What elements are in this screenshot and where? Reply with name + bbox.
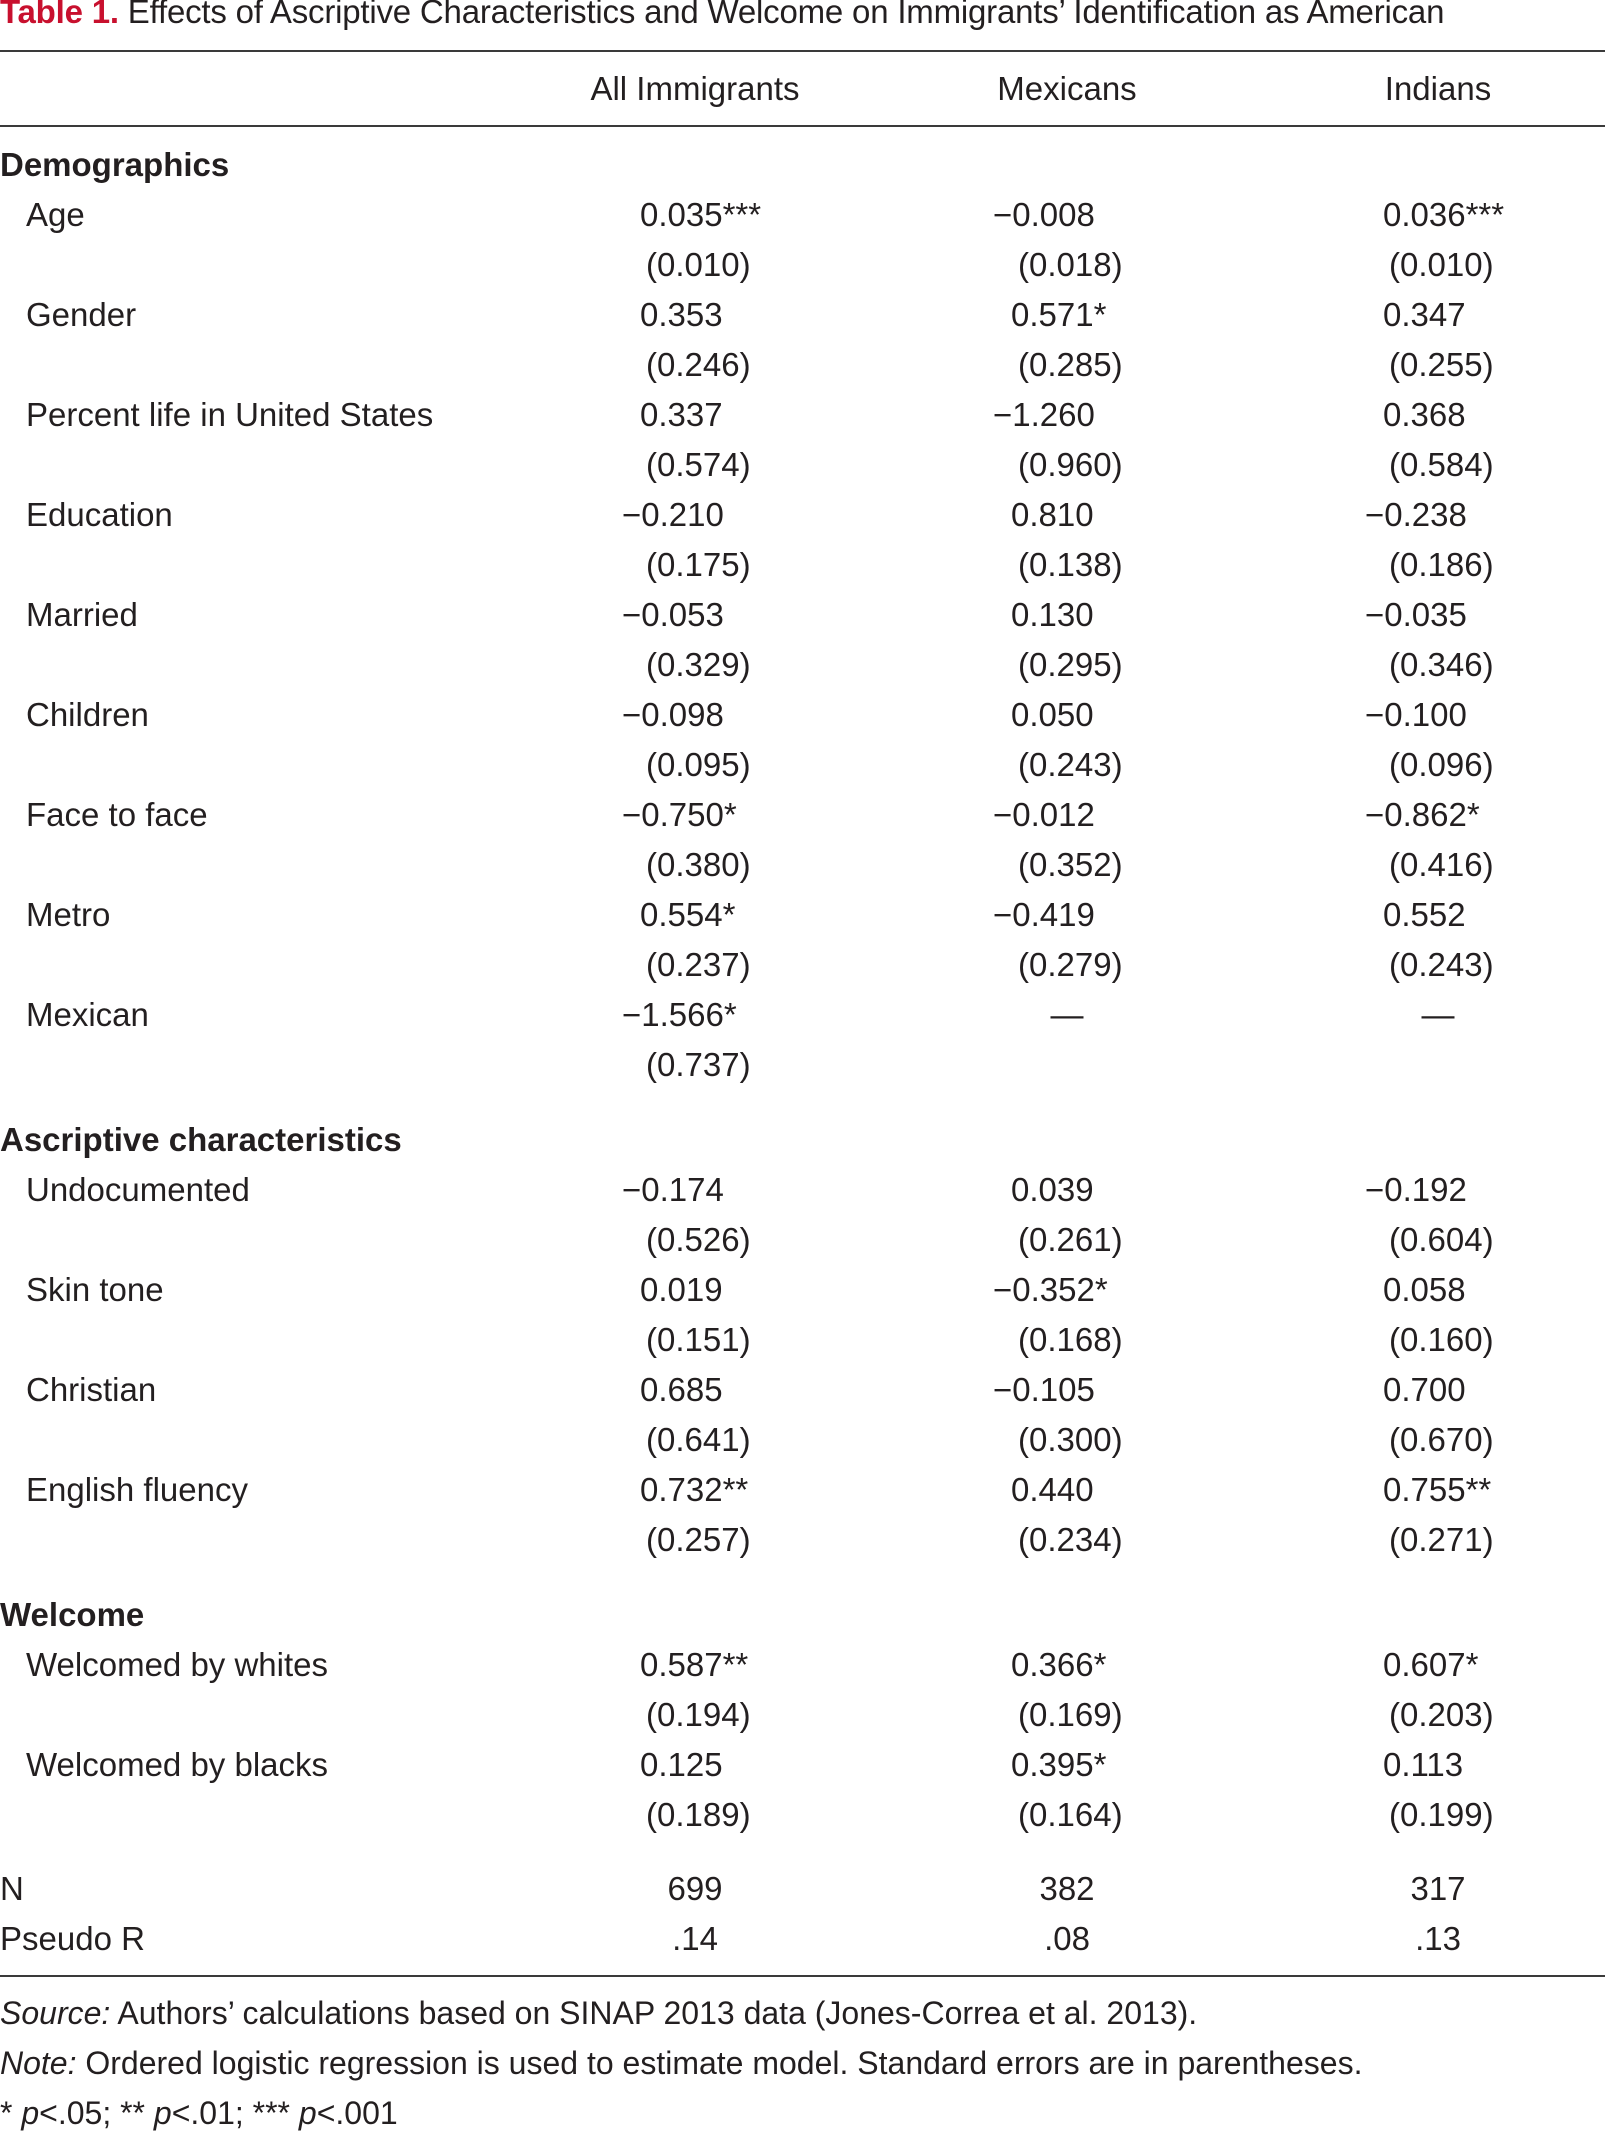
standard-error-cell: (0.295) [1018, 646, 1123, 683]
coefficient-cell: 0.130 [1011, 596, 1094, 633]
variable-label: English fluency [26, 1471, 248, 1508]
coefficient-cell: 0.125 [640, 1746, 723, 1783]
standard-error-cell: (0.352) [1018, 846, 1123, 883]
variable-label: Children [26, 696, 149, 733]
coefficient-cell: −0.352* [993, 1271, 1108, 1308]
variable-label: Married [26, 596, 138, 633]
coefficient-cell: 0.035*** [640, 196, 762, 233]
coefficient-cell: 0.554* [640, 896, 736, 933]
header-rule [0, 125, 1605, 127]
variable-label: Gender [26, 296, 137, 333]
coefficient-cell: 0.113 [1383, 1746, 1464, 1783]
coefficient-cell: −0.210 [622, 496, 724, 533]
sig-part: <.01; *** [171, 2095, 299, 2131]
coefficient-cell: 0.368 [1383, 396, 1466, 433]
standard-error-cell: (0.010) [1389, 246, 1494, 283]
coefficient-cell: −0.012 [993, 796, 1095, 833]
coefficient-cell: 0.685 [640, 1371, 723, 1408]
column-header: Mexicans [997, 70, 1137, 107]
variable-label: Metro [26, 896, 111, 933]
standard-error-cell: (0.186) [1389, 546, 1494, 583]
standard-error-cell: (0.095) [646, 746, 751, 783]
coefficient-cell: −0.100 [1365, 696, 1467, 733]
bottom-rule [0, 1975, 1605, 1977]
standard-error-cell: (0.574) [646, 446, 751, 483]
source-note [0, 1988, 1197, 2038]
coefficient-cell: −0.862* [1365, 796, 1480, 833]
standard-error-cell: (0.138) [1018, 546, 1123, 583]
standard-error-cell: (0.604) [1389, 1221, 1494, 1258]
coefficient-cell: 0.019 [640, 1271, 723, 1308]
standard-error-cell: (0.160) [1389, 1321, 1494, 1358]
coefficient-cell: 0.347 [1383, 296, 1466, 333]
summary-label: Pseudo R [0, 1920, 145, 1957]
coefficient-cell: −0.098 [622, 696, 724, 733]
table-caption: Effects of Ascriptive Characteristics and Welcome on Immigrants’ Identification as American [118, 0, 1445, 30]
significance-note [0, 2088, 398, 2138]
standard-error-cell: (0.737) [646, 1046, 751, 1083]
summary-label: N [0, 1870, 24, 1907]
variable-label: Skin tone [26, 1271, 164, 1308]
coefficient-cell: −0.035 [1365, 596, 1467, 633]
coefficient-cell: 0.050 [1011, 696, 1094, 733]
standard-error-cell: (0.279) [1018, 946, 1123, 983]
variable-label: Welcomed by whites [26, 1646, 329, 1683]
standard-error-cell: (0.255) [1389, 346, 1494, 383]
standard-error-cell: (0.243) [1389, 946, 1494, 983]
standard-error-cell: (0.329) [646, 646, 751, 683]
standard-error-cell: (0.234) [1018, 1521, 1123, 1558]
sig-part: * [0, 2095, 22, 2131]
coefficient-cell: — [1050, 996, 1084, 1033]
variable-label: Percent life in United States [26, 396, 434, 433]
coefficient-cell: 0.366* [1011, 1646, 1107, 1683]
coefficient-cell: −1.566* [622, 996, 737, 1033]
standard-error-cell: (0.189) [646, 1796, 751, 1833]
method-note [0, 2038, 1362, 2088]
coefficient-cell: −0.053 [622, 596, 724, 633]
column-header: Indians [1384, 70, 1492, 107]
coefficient-cell: 0.810 [1011, 496, 1094, 533]
standard-error-cell: (0.096) [1389, 746, 1494, 783]
summary-value: .08 [1044, 1920, 1090, 1957]
source-text: Authors’ calculations based on SINAP 2013 data (Jones-Correa et al. 2013). [110, 1995, 1198, 2031]
standard-error-cell: (0.010) [646, 246, 751, 283]
sig-part: <.001 [316, 2095, 398, 2131]
variable-label: Face to face [26, 796, 208, 833]
coefficient-cell: 0.755** [1383, 1471, 1492, 1508]
summary-value: .14 [672, 1920, 718, 1957]
standard-error-cell: (0.641) [646, 1421, 751, 1458]
section-heading: Ascriptive characteristics [0, 1121, 402, 1158]
coefficient-cell: −0.419 [993, 896, 1095, 933]
summary-value: .13 [1415, 1920, 1461, 1957]
coefficient-cell: 0.440 [1011, 1471, 1094, 1508]
coefficient-cell: 0.353 [640, 296, 723, 333]
standard-error-cell: (0.257) [646, 1521, 751, 1558]
standard-error-cell: (0.243) [1018, 746, 1123, 783]
coefficient-cell: 0.395* [1011, 1746, 1107, 1783]
coefficient-cell: −0.174 [622, 1171, 724, 1208]
standard-error-cell: (0.960) [1018, 446, 1123, 483]
coefficient-cell: −1.260 [993, 396, 1095, 433]
table-number: Table 1. [0, 0, 119, 30]
variable-label: Christian [26, 1371, 157, 1408]
standard-error-cell: (0.203) [1389, 1696, 1494, 1733]
variable-label: Undocumented [26, 1171, 250, 1208]
coefficient-cell: 0.058 [1383, 1271, 1466, 1308]
variable-label: Education [26, 496, 173, 533]
sig-part: <.05; ** [39, 2095, 154, 2131]
coefficient-cell: 0.607* [1383, 1646, 1479, 1683]
standard-error-cell: (0.380) [646, 846, 751, 883]
column-header: All Immigrants [590, 70, 800, 107]
section-heading: Demographics [0, 146, 230, 183]
standard-error-cell: (0.151) [646, 1321, 751, 1358]
variable-label: Welcomed by blacks [26, 1746, 329, 1783]
sig-part: p [298, 2095, 317, 2131]
standard-error-cell: (0.169) [1018, 1696, 1123, 1733]
standard-error-cell: (0.199) [1389, 1796, 1494, 1833]
standard-error-cell: (0.168) [1018, 1321, 1123, 1358]
standard-error-cell: (0.346) [1389, 646, 1494, 683]
summary-value: 317 [1410, 1870, 1466, 1907]
standard-error-cell: (0.175) [646, 546, 751, 583]
coefficient-cell: 0.700 [1383, 1371, 1466, 1408]
coefficient-cell: −0.238 [1365, 496, 1467, 533]
standard-error-cell: (0.300) [1018, 1421, 1123, 1458]
standard-error-cell: (0.164) [1018, 1796, 1123, 1833]
variable-label: Age [26, 196, 85, 233]
source-label: Source: [0, 1995, 111, 2031]
coefficient-cell: −0.750* [622, 796, 737, 833]
note-text: Ordered logistic regression is used to estimate model. Standard errors are in parentheses. [76, 2045, 1363, 2081]
coefficient-cell: 0.337 [640, 396, 723, 433]
sig-part: p [153, 2095, 172, 2131]
top-rule [0, 50, 1605, 52]
section-heading: Welcome [0, 1596, 145, 1633]
standard-error-cell: (0.261) [1018, 1221, 1123, 1258]
coefficient-cell: 0.571* [1011, 296, 1107, 333]
standard-error-cell: (0.018) [1018, 246, 1123, 283]
standard-error-cell: (0.526) [646, 1221, 751, 1258]
standard-error-cell: (0.246) [646, 346, 751, 383]
standard-error-cell: (0.584) [1389, 446, 1494, 483]
coefficient-cell: — [1421, 996, 1455, 1033]
standard-error-cell: (0.416) [1389, 846, 1494, 883]
standard-error-cell: (0.670) [1389, 1421, 1494, 1458]
note-label: Note: [0, 2045, 77, 2081]
sig-part: p [21, 2095, 40, 2131]
table-title [0, 0, 1444, 36]
variable-label: Mexican [26, 996, 149, 1033]
coefficient-cell: −0.105 [993, 1371, 1095, 1408]
standard-error-cell: (0.194) [646, 1696, 751, 1733]
coefficient-cell: 0.039 [1011, 1171, 1094, 1208]
standard-error-cell: (0.285) [1018, 346, 1123, 383]
summary-value: 699 [667, 1870, 723, 1907]
summary-value: 382 [1039, 1870, 1095, 1907]
coefficient-cell: 0.732** [640, 1471, 749, 1508]
coefficient-cell: 0.552 [1383, 896, 1466, 933]
standard-error-cell: (0.237) [646, 946, 751, 983]
standard-error-cell: (0.271) [1389, 1521, 1494, 1558]
coefficient-cell: −0.008 [993, 196, 1095, 233]
coefficient-cell: 0.036*** [1383, 196, 1505, 233]
coefficient-cell: −0.192 [1365, 1171, 1467, 1208]
coefficient-cell: 0.587** [640, 1646, 749, 1683]
